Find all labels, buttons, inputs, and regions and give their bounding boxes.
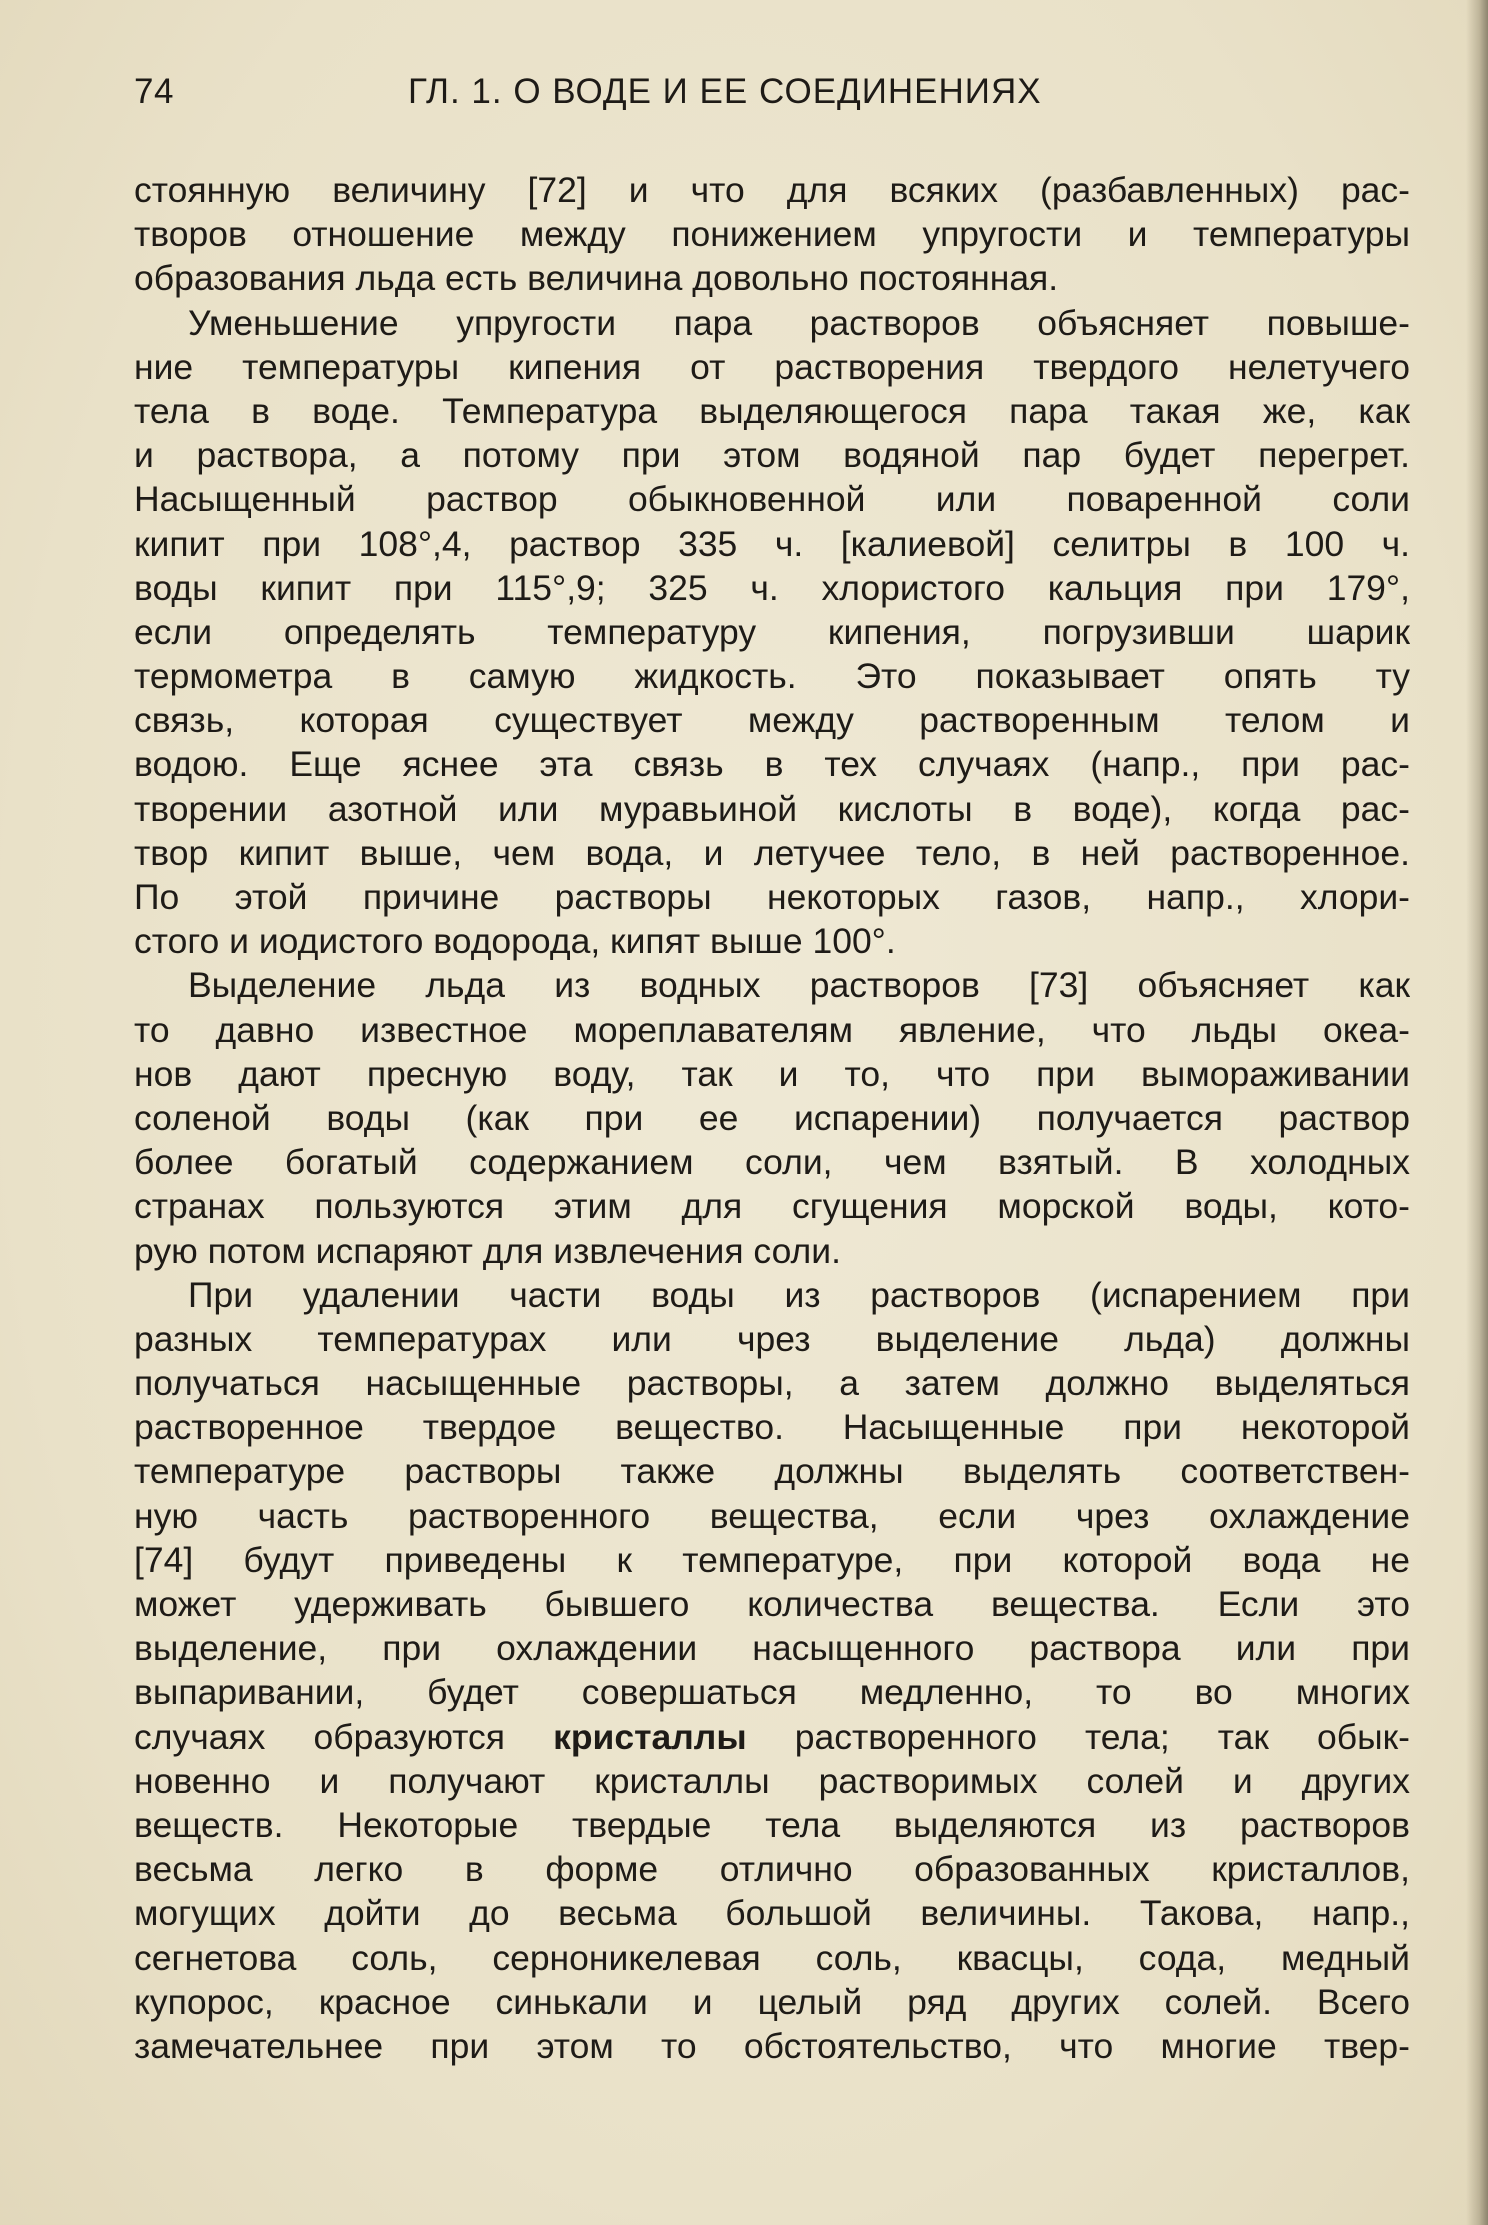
text-line: стого и иодистого водорода, кипят выше 100°. <box>134 921 896 962</box>
text-line: температуре растворы также должны выделять соответствен- <box>134 1451 1410 1492</box>
text-line: нов дают пресную воду, так и то, что при вымораживании <box>134 1053 1410 1094</box>
text-line: выпаривании, будет совершаться медленно, то во многих <box>134 1672 1410 1713</box>
page-number: 74 <box>134 72 174 111</box>
chapter-title: ГЛ. 1. О ВОДЕ И ЕЕ СОЕДИНЕНИЯХ <box>408 72 1042 111</box>
text-line: рую потом испаряют для извлечения соли. <box>134 1230 841 1271</box>
text-line: новенно и получают кристаллы растворимых солей и других <box>134 1760 1410 1801</box>
text-line: кипит при 108°,4, раствор 335 ч. [калиевой] селитры в 100 ч. <box>134 523 1410 564</box>
text-line: растворенное твердое вещество. Насыщенные при некоторой <box>134 1407 1410 1448</box>
text-line: и раствора, а потому при этом водяной пар будет перегрет. <box>134 435 1410 476</box>
text-line: могущих дойти до весьма большой величины. Такова, напр., <box>134 1893 1410 1934</box>
bold-term: кристаллы <box>553 1716 747 1757</box>
text-line: Уменьшение упругости пара растворов объясняет повыше- <box>188 302 1410 343</box>
text-line: твор кипит выше, чем вода, и летучее тело, в ней растворенное. <box>134 832 1410 873</box>
running-head <box>134 72 1414 122</box>
text-line: выделение, при охлаждении насыщенного раствора или при <box>134 1628 1410 1669</box>
text-line: образования льда есть величина довольно постоянная. <box>134 258 1059 299</box>
text-run: случаях образуются <box>134 1716 554 1757</box>
text-line: то давно известное мореплавателям явление, что льды океа- <box>134 1009 1410 1050</box>
text-line: разных температурах или чрез выделение льда) должны <box>134 1318 1410 1359</box>
text-line: более богатый содержанием соли, чем взятый. В холодных <box>134 1142 1410 1183</box>
text-line: соленой воды (как при ее испарении) получается раствор <box>134 1097 1410 1138</box>
text-line-with-term <box>134 1715 1410 1759</box>
text-run: растворенного тела; так обык- <box>746 1716 1410 1757</box>
text-line: воды кипит при 115°,9; 325 ч. хлористого кальция при 179°, <box>134 567 1410 608</box>
text-line: творении азотной или муравьиной кислоты в воде), когда рас- <box>134 788 1410 829</box>
text-line: По этой причине растворы некоторых газов, напр., хлори- <box>134 877 1410 917</box>
text-line: Насыщенный раствор обыкновенной или поваренной соли <box>134 479 1410 520</box>
text-line: Выделение льда из водных растворов [73] объясняет как <box>188 965 1410 1006</box>
body-text <box>134 168 1410 2068</box>
text-line: творов отношение между понижением упругости и температуры <box>134 214 1410 255</box>
text-line: термометра в самую жидкость. Это показывает опять ту <box>134 656 1410 697</box>
text-line: связь, которая существует между растворенным телом и <box>134 700 1410 741</box>
text-line: купорос, красное синькали и целый ряд других солей. Всего <box>134 1981 1410 2022</box>
text-line: стоянную величину [72] и что для всяких (разбавленных) рас- <box>134 170 1410 210</box>
page-edge-shadow <box>1466 0 1488 2225</box>
text-line: весьма легко в форме отлично образованных кристаллов, <box>134 1849 1410 1890</box>
text-line: странах пользуются этим для сгущения морской воды, кото- <box>134 1186 1410 1227</box>
text-line: сегнетова соль, серноникелевая соль, квасцы, сода, медный <box>134 1937 1410 1978</box>
text-line: может удерживать бывшего количества вещества. Если это <box>134 1584 1410 1624</box>
text-line: ную часть растворенного вещества, если чрез охлаждение <box>134 1495 1410 1536</box>
text-line: При удалении части воды из растворов (испарением при <box>188 1274 1410 1315</box>
text-line: если определять температуру кипения, погрузивши шарик <box>134 611 1410 652</box>
text-line: веществ. Некоторые твердые тела выделяются из растворов <box>134 1804 1410 1845</box>
text-line: ние температуры кипения от растворения твердого нелетучего <box>134 346 1410 387</box>
text-line: получаться насыщенные растворы, а затем должно выделяться <box>134 1363 1410 1404</box>
text-line: замечательнее при этом то обстоятельство, что многие твер- <box>134 2025 1410 2066</box>
text-line: [74] будут приведены к температуре, при которой вода не <box>134 1539 1410 1580</box>
text-line: водою. Еще яснее эта связь в тех случаях (напр., при рас- <box>134 744 1410 785</box>
text-line: тела в воде. Температура выделяющегося пара такая же, как <box>134 390 1410 431</box>
